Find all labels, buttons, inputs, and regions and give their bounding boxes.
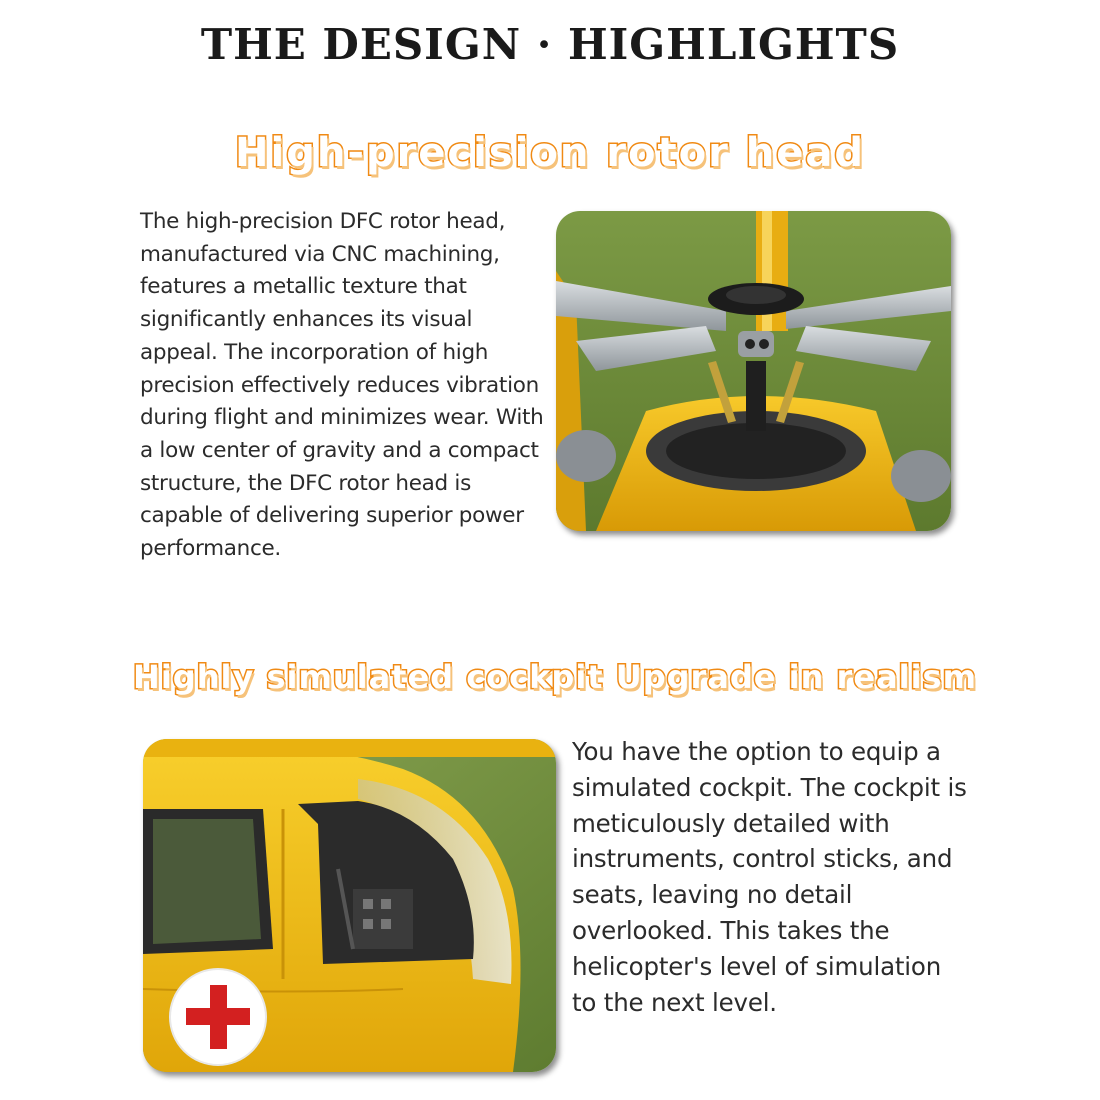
page-title: THE DESIGN · HIGHLIGHTS <box>200 20 900 69</box>
section-heading-rotor-head: High-precision rotor head <box>235 130 865 176</box>
rotor-head-description: The high-precision DFC rotor head, manufactured via CNC machining, features a metallic texture that significantly enhances its visual appeal. The incorporation of high precision effectively reduces vibration during flight and minimizes wear. With a low center of gravity and a compact structure, the DFC rotor head is capable of delivering superior power performance. <box>140 209 544 562</box>
cockpit-description: You have the option to equip a simulated cockpit. The cockpit is meticulously detailed with instruments, control sticks, and seats, leaving no detail overlooked. This takes the helicopter's level of simulation to the next level. <box>572 737 967 1017</box>
rotor-head-photo <box>556 211 951 531</box>
cockpit-photo <box>143 739 556 1072</box>
section-heading-cockpit: Highly simulated cockpit Upgrade in realism <box>133 658 977 696</box>
